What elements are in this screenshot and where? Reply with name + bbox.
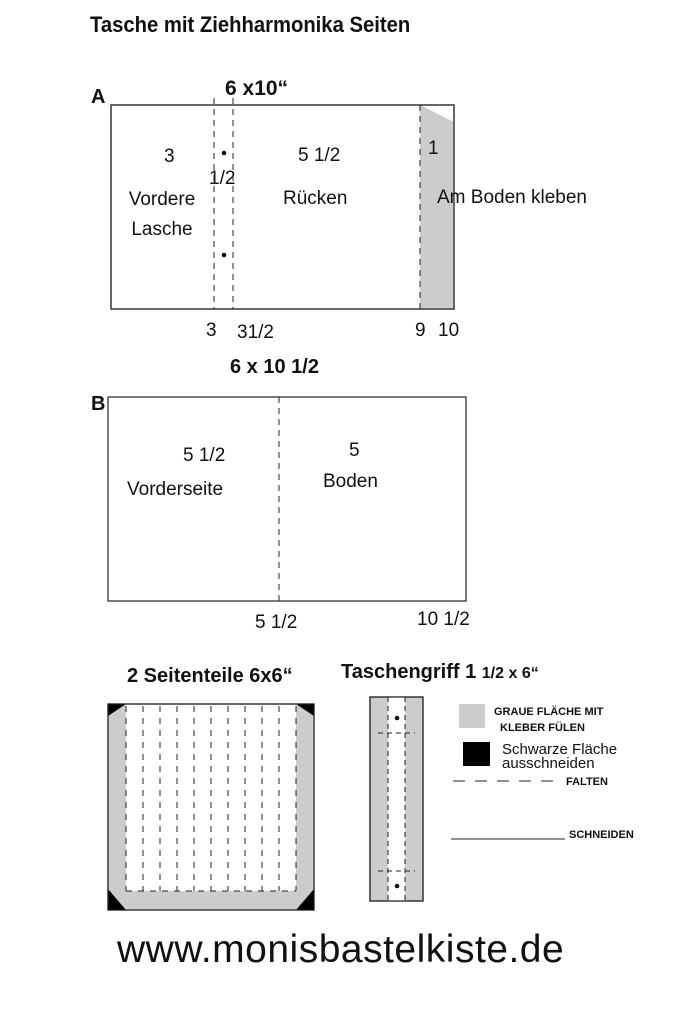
legend-fold-text: FALTEN	[566, 776, 608, 788]
panel-a-num-3: 3	[164, 146, 175, 167]
handle-title-small: 1/2 x 6“	[481, 665, 539, 682]
side-panels-title: 2 Seitenteile 6x6“	[127, 665, 293, 687]
panel-a-label-back: Rücken	[283, 188, 348, 209]
handle-dot-bottom	[395, 884, 400, 889]
panel-b-tick-5-half: 5 1/2	[255, 612, 298, 633]
panel-a-num-5-half: 5 1/2	[298, 145, 341, 166]
side-panel-drawing	[108, 704, 314, 910]
legend-cut-out-text-1: Schwarze Fläche	[502, 741, 618, 758]
panel-a-half: 1/2	[209, 168, 236, 189]
panel-a-tick-3: 3	[206, 320, 217, 341]
panel-b-size: 6 x 10 1/2	[230, 356, 319, 378]
panel-a-label-glue: Am Boden kleben	[437, 187, 587, 208]
handle-title-main: Taschengriff 1	[341, 661, 482, 683]
handle-drawing	[370, 697, 423, 901]
panel-a-letter: A	[91, 86, 106, 108]
legend-glue-text-2: KLEBER FÜLEN	[500, 722, 585, 734]
panel-a-dot-top	[222, 151, 227, 156]
legend-cut-text: SCHNEIDEN	[569, 829, 634, 841]
panel-b-label-front: Vorderseite	[127, 479, 224, 500]
legend-cut-swatch	[463, 742, 490, 766]
legend-glue-swatch	[459, 704, 485, 728]
handle-title	[341, 661, 539, 684]
panel-a-dot-bottom	[222, 253, 227, 258]
panel-a-size: 6 x10“	[225, 77, 289, 100]
panel-a-label-front-flap-2: Lasche	[131, 219, 193, 240]
panel-b-num-5-half: 5 1/2	[183, 445, 226, 466]
footer-url: www.monisbastelkiste.de	[117, 928, 565, 971]
panel-a-tick-3-half: 31/2	[237, 322, 274, 343]
page-title: Tasche mit Ziehharmonika Seiten	[90, 12, 411, 37]
panel-a-num-1: 1	[428, 138, 439, 159]
panel-a-label-front-flap-1: Vordere	[128, 189, 196, 210]
panel-b-letter: B	[91, 393, 106, 415]
panel-a-tick-9: 9	[415, 320, 426, 341]
panel-b-num-5: 5	[349, 440, 360, 461]
panel-a-tick-10: 10	[438, 320, 460, 341]
legend-glue-text-1: GRAUE FLÄCHE MIT	[494, 706, 604, 718]
panel-b-tick-10-half: 10 1/2	[417, 609, 470, 630]
legend-cut-out-text-2: ausschneiden	[502, 755, 595, 772]
handle-dot-top	[395, 716, 400, 721]
panel-b-label-bottom: Boden	[323, 471, 378, 492]
